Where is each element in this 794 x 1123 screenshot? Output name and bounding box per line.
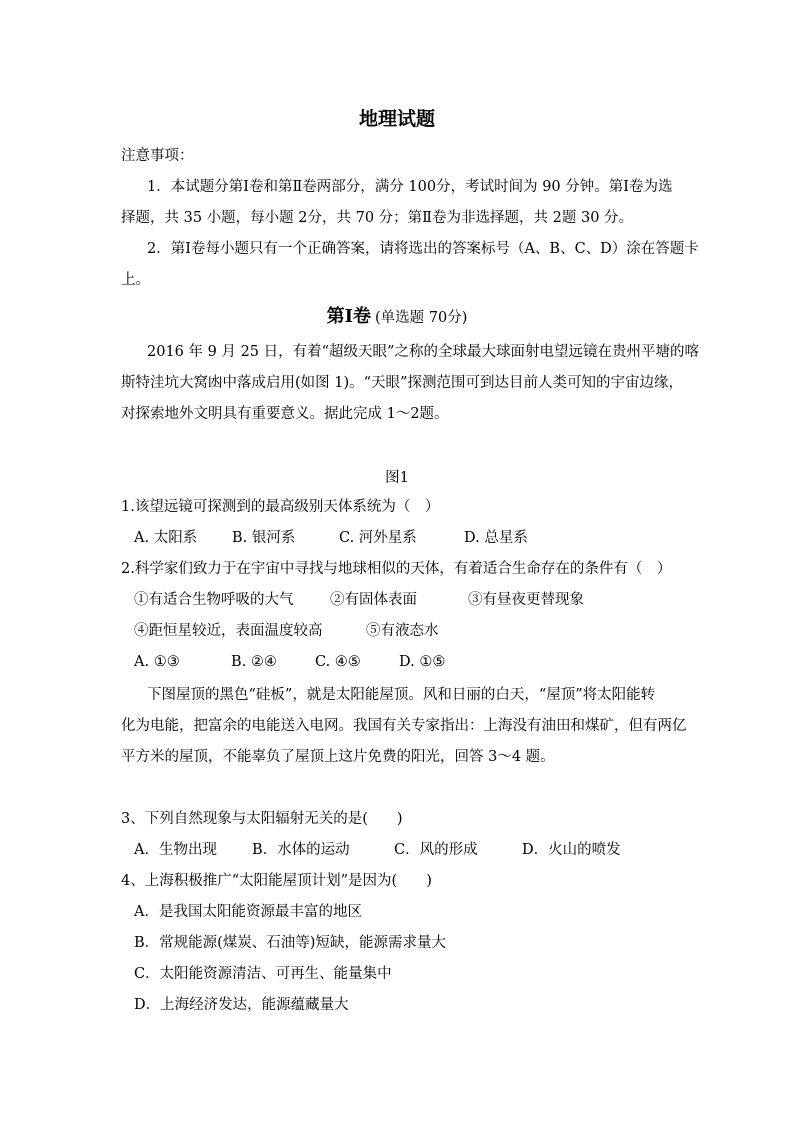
notice-item1-line1: 1．本试题分第Ⅰ卷和第Ⅱ卷两部分，满分 100分，考试时间为 90 分钟。第Ⅰ卷为选 (147, 179, 673, 195)
q3-option-d[interactable]: D．火山的喷发 (522, 842, 621, 858)
q4-stem: 4、上海积极推广“太阳能屋顶计划”是因为( ) (121, 873, 432, 889)
passage2-line2: 化为电能，把富余的电能送入电网。我国有关专家指出：上海没有油田和煤矿，但有两亿 (121, 718, 687, 734)
q1-option-a[interactable]: A. 太阳系 (134, 530, 198, 546)
q1-options (134, 528, 528, 548)
q1-option-d[interactable]: D. 总星系 (464, 530, 528, 546)
q3-options (134, 840, 621, 860)
volume1-heading (0, 302, 794, 328)
volume1-subtitle: (单选题 70分) (375, 310, 468, 326)
q2-condition-5: ⑤有液态水 (366, 623, 439, 639)
notice-heading: 注意事项： (121, 148, 194, 164)
passage2-line1: 下图屋顶的黑色“硅板”，就是太阳能屋顶。风和日丽的白天，“屋顶”将太阳能转 (147, 687, 656, 703)
q2-stem: 2.科学家们致力于在宇宙中寻找与地球相似的天体，有着适合生命存在的条件有（ ） (121, 561, 672, 577)
volume1-title: 第Ⅰ卷 (326, 306, 372, 327)
notice-item2-line2: 上。 (121, 272, 150, 288)
page-title: 地理试题 (358, 108, 435, 130)
passage1-line2: 斯特洼坑大窝凼中落成启用(如图 1)。“天眼”探测范围可到达目前人类可知的宇宙边缘， (121, 375, 683, 391)
q2-conditions-row2 (134, 621, 439, 641)
q4-option-d[interactable]: D．上海经济发达，能源蕴藏量大 (134, 997, 349, 1013)
q2-options (134, 652, 445, 672)
q2-condition-1: ①有适合生物呼吸的大气 (134, 592, 294, 608)
q4-option-b[interactable]: B．常规能源(煤炭、石油等)短缺，能源需求量大 (134, 935, 446, 951)
q1-option-c[interactable]: C. 河外星系 (339, 530, 417, 546)
q4-option-a[interactable]: A．是我国太阳能资源最丰富的地区 (134, 904, 362, 920)
q2-option-d[interactable]: D. ①⑤ (399, 654, 446, 670)
passage1-line1: 2016 年 9 月 25 日，有着“超级天眼”之称的全球最大球面射电望远镜在贵州平塘的喀 (147, 344, 699, 360)
q2-condition-2: ②有固体表面 (330, 592, 417, 608)
q2-option-a[interactable]: A. ①③ (134, 654, 180, 670)
q2-conditions-row1 (134, 590, 584, 610)
q2-condition-3: ③有昼夜更替现象 (468, 592, 584, 608)
figure-caption: 图1 (385, 470, 409, 486)
q1-option-b[interactable]: B. 银河系 (232, 530, 296, 546)
passage1-line3: 对探索地外文明具有重要意义。据此完成 1～2题。 (121, 406, 449, 422)
q2-option-b[interactable]: B. ②④ (231, 654, 277, 670)
q3-option-b[interactable]: B．水体的运动 (252, 842, 350, 858)
q3-option-c[interactable]: C．风的形成 (394, 842, 478, 858)
notice-item1-line2: 择题，共 35 小题，每小题 2分，共 70 分；第Ⅱ卷为非选择题，共 2题 30 分。 (121, 210, 634, 226)
q2-condition-4: ④距恒星较近，表面温度较高 (134, 623, 323, 639)
q3-option-a[interactable]: A．生物出现 (134, 842, 217, 858)
passage2-line3: 平方米的屋顶，不能辜负了屋顶上这片免费的阳光，回答 3～4 题。 (121, 749, 555, 765)
q1-stem: 1.该望远镜可探测到的最高级别天体系统为（ ） (121, 499, 440, 515)
q3-stem: 3、下列自然现象与太阳辐射无关的是( ) (121, 811, 403, 827)
q2-option-c[interactable]: C. ④⑤ (315, 654, 361, 670)
q4-option-c[interactable]: C．太阳能资源清洁、可再生、能量集中 (134, 966, 392, 982)
notice-item2-line1: 2．第Ⅰ卷每小题只有一个正确答案，请将选出的答案标号（A、B、C、D）涂在答题卡 (147, 241, 699, 257)
